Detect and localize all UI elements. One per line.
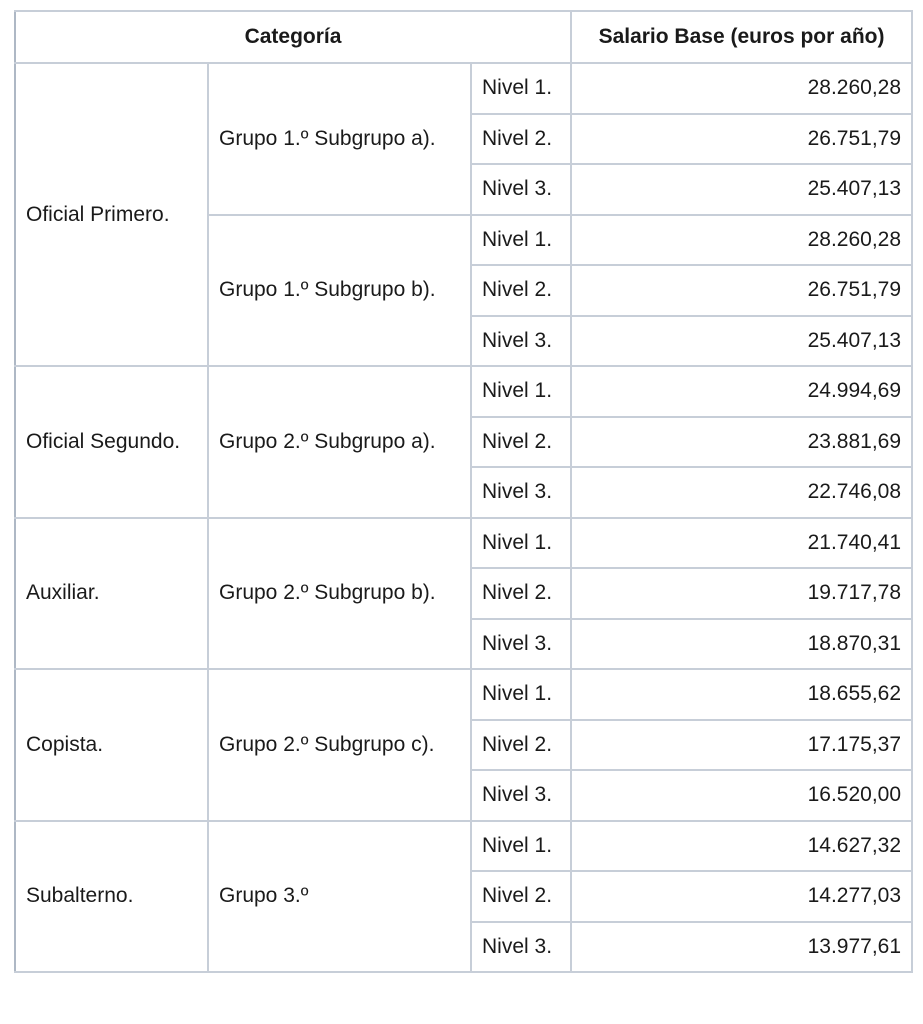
level-cell: Nivel 3. xyxy=(471,922,571,973)
level-cell: Nivel 1. xyxy=(471,366,571,417)
header-categoria: Categoría xyxy=(15,11,571,63)
header-row xyxy=(15,11,912,63)
salary-cell: 16.520,00 xyxy=(571,770,912,821)
table-row xyxy=(15,366,912,417)
salary-cell: 24.994,69 xyxy=(571,366,912,417)
salary-cell: 21.740,41 xyxy=(571,518,912,569)
category-cell: Subalterno. xyxy=(15,821,208,973)
table-row xyxy=(15,669,912,720)
salary-cell: 23.881,69 xyxy=(571,417,912,468)
level-cell: Nivel 3. xyxy=(471,770,571,821)
table-row xyxy=(15,63,912,114)
level-cell: Nivel 2. xyxy=(471,265,571,316)
level-cell: Nivel 3. xyxy=(471,619,571,670)
level-cell: Nivel 1. xyxy=(471,215,571,266)
salary-cell: 25.407,13 xyxy=(571,164,912,215)
salary-cell: 19.717,78 xyxy=(571,568,912,619)
salary-table xyxy=(14,10,913,973)
group-cell: Grupo 2.º Subgrupo c). xyxy=(208,669,471,821)
level-cell: Nivel 3. xyxy=(471,467,571,518)
table-row xyxy=(15,821,912,872)
header-salario: Salario Base (euros por año) xyxy=(571,11,912,63)
group-cell: Grupo 2.º Subgrupo b). xyxy=(208,518,471,670)
level-cell: Nivel 2. xyxy=(471,568,571,619)
level-cell: Nivel 2. xyxy=(471,720,571,771)
level-cell: Nivel 3. xyxy=(471,316,571,367)
salary-cell: 14.277,03 xyxy=(571,871,912,922)
level-cell: Nivel 2. xyxy=(471,417,571,468)
salary-cell: 22.746,08 xyxy=(571,467,912,518)
salary-cell: 28.260,28 xyxy=(571,63,912,114)
level-cell: Nivel 2. xyxy=(471,114,571,165)
salary-cell: 28.260,28 xyxy=(571,215,912,266)
salary-cell: 13.977,61 xyxy=(571,922,912,973)
salary-cell: 26.751,79 xyxy=(571,265,912,316)
category-cell: Oficial Segundo. xyxy=(15,366,208,518)
salary-cell: 18.655,62 xyxy=(571,669,912,720)
category-cell: Auxiliar. xyxy=(15,518,208,670)
group-cell: Grupo 3.º xyxy=(208,821,471,973)
salary-cell: 18.870,31 xyxy=(571,619,912,670)
group-cell: Grupo 1.º Subgrupo b). xyxy=(208,215,471,367)
level-cell: Nivel 1. xyxy=(471,63,571,114)
level-cell: Nivel 1. xyxy=(471,518,571,569)
group-cell: Grupo 1.º Subgrupo a). xyxy=(208,63,471,215)
salary-cell: 14.627,32 xyxy=(571,821,912,872)
category-cell: Copista. xyxy=(15,669,208,821)
salary-cell: 25.407,13 xyxy=(571,316,912,367)
salary-cell: 17.175,37 xyxy=(571,720,912,771)
group-cell: Grupo 2.º Subgrupo a). xyxy=(208,366,471,518)
table-row xyxy=(15,518,912,569)
category-cell: Oficial Primero. xyxy=(15,63,208,366)
level-cell: Nivel 3. xyxy=(471,164,571,215)
level-cell: Nivel 2. xyxy=(471,871,571,922)
salary-cell: 26.751,79 xyxy=(571,114,912,165)
level-cell: Nivel 1. xyxy=(471,821,571,872)
level-cell: Nivel 1. xyxy=(471,669,571,720)
